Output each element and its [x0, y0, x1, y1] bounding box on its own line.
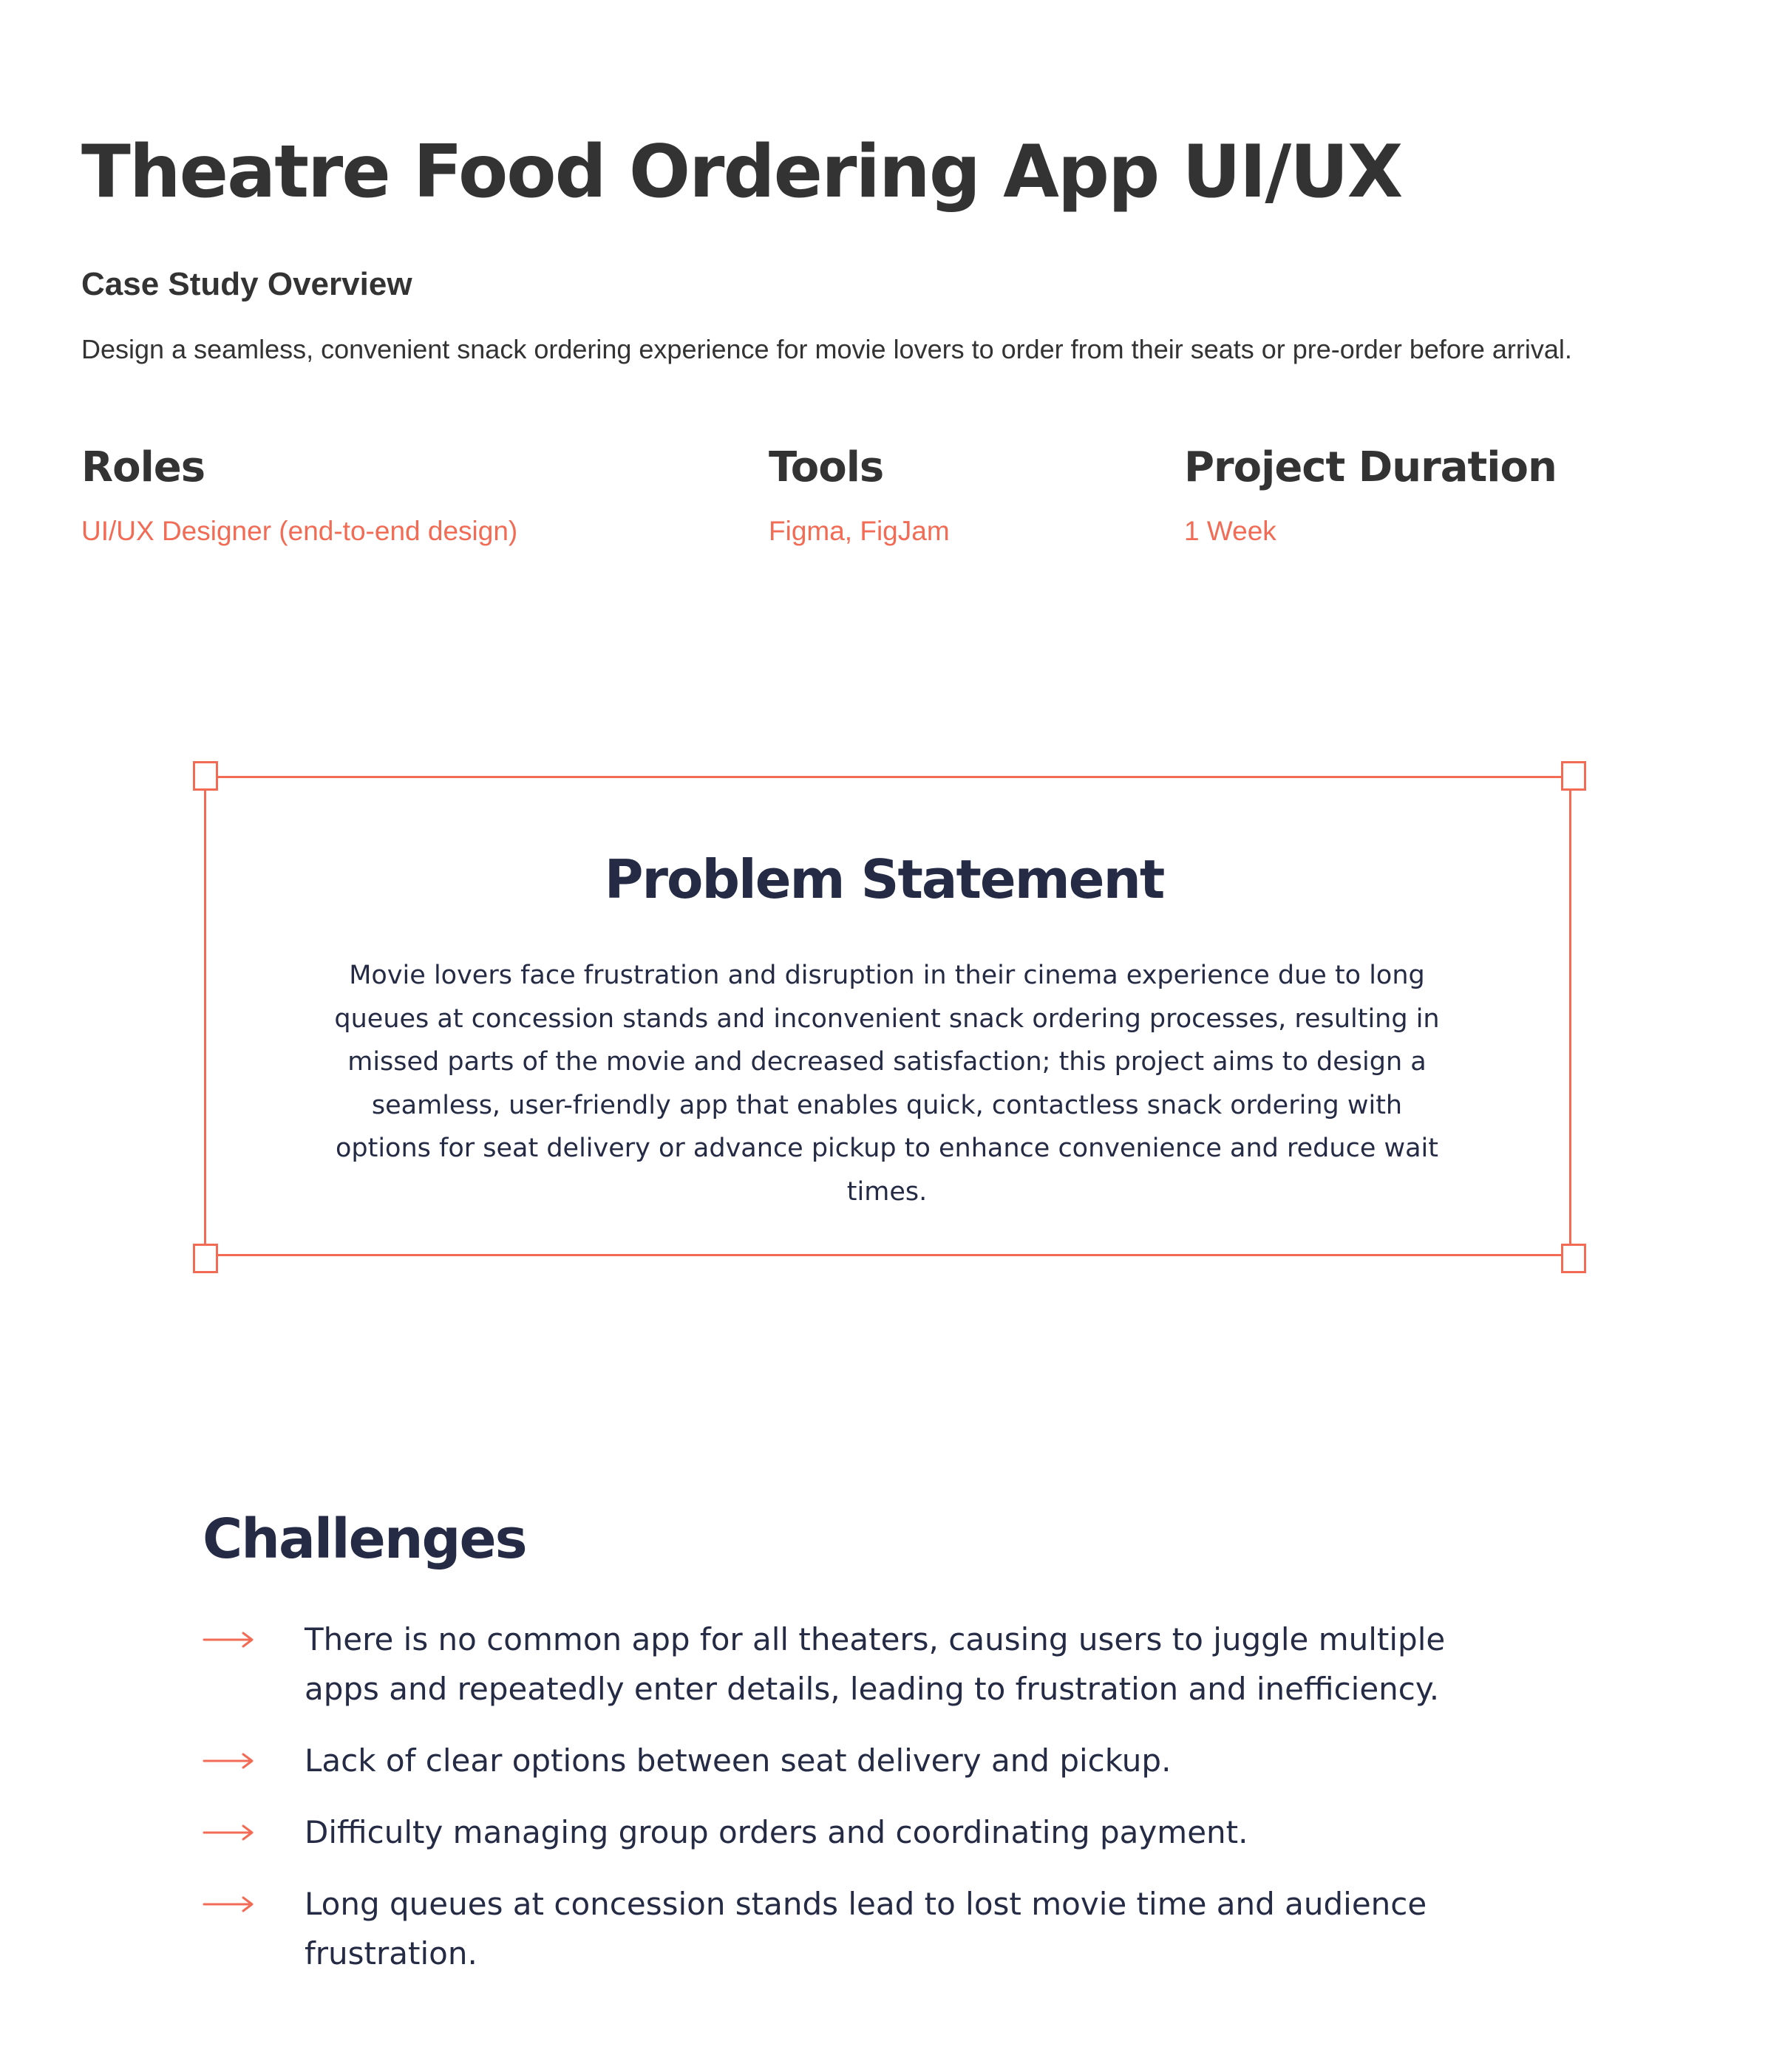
arrow-right-icon [203, 1895, 254, 1913]
challenges-list [203, 1615, 1607, 2000]
challenge-item [203, 1807, 1607, 1857]
challenge-item [203, 1615, 1607, 1714]
arrow-right-icon [203, 1752, 254, 1770]
roles-section [81, 437, 517, 550]
frame-handle-top-right [1561, 761, 1586, 791]
duration-section [1184, 437, 1557, 550]
problem-statement-heading: Problem Statement [604, 848, 1164, 910]
tools-heading: Tools [769, 443, 884, 491]
roles-value: UI/UX Designer (end-to-end design) [81, 516, 518, 546]
duration-heading: Project Duration [1184, 443, 1557, 491]
duration-value: 1 Week [1184, 516, 1276, 546]
arrow-right-icon [203, 1824, 254, 1841]
overview-text: Design a seamless, convenient snack ordering experience for movie lovers to order from their seats or pre-order before arrival. [81, 334, 1572, 364]
challenge-item [203, 1879, 1607, 1978]
problem-statement-body: Movie lovers face frustration and disruption in their cinema experience due to long queues at concession stands and inconvenient snack ordering processes, resulting in missed parts of the movie and decreased satisfaction; this project aims to design a seamless, user-friendly app that enables quick, contactless snack ordering with options for seat delivery or advance pickup to enhance convenience and reduce wait times. [334, 961, 1440, 1207]
overview-heading: Case Study Overview [81, 266, 412, 302]
tools-section [769, 437, 950, 550]
tools-value: Figma, FigJam [769, 516, 950, 546]
roles-heading: Roles [81, 443, 205, 491]
challenge-text: Difficulty managing group orders and coordinating payment. [305, 1814, 1248, 1850]
challenge-text: Lack of clear options between seat delivery and pickup. [305, 1742, 1172, 1779]
frame-handle-top-left [193, 761, 218, 791]
challenges-heading: Challenges [203, 1507, 526, 1571]
challenge-item [203, 1736, 1607, 1785]
challenge-text: There is no common app for all theaters, causing users to juggle multiple apps and repeatedly enter details, leading to frustration and inefficiency. [305, 1621, 1446, 1707]
arrow-right-icon [203, 1631, 254, 1649]
frame-handle-bottom-left [193, 1244, 218, 1273]
frame-handle-bottom-right [1561, 1244, 1586, 1273]
challenge-text: Long queues at concession stands lead to lost movie time and audience frustration. [305, 1886, 1427, 1972]
page-title: Theatre Food Ordering App UI/UX [81, 130, 1402, 214]
